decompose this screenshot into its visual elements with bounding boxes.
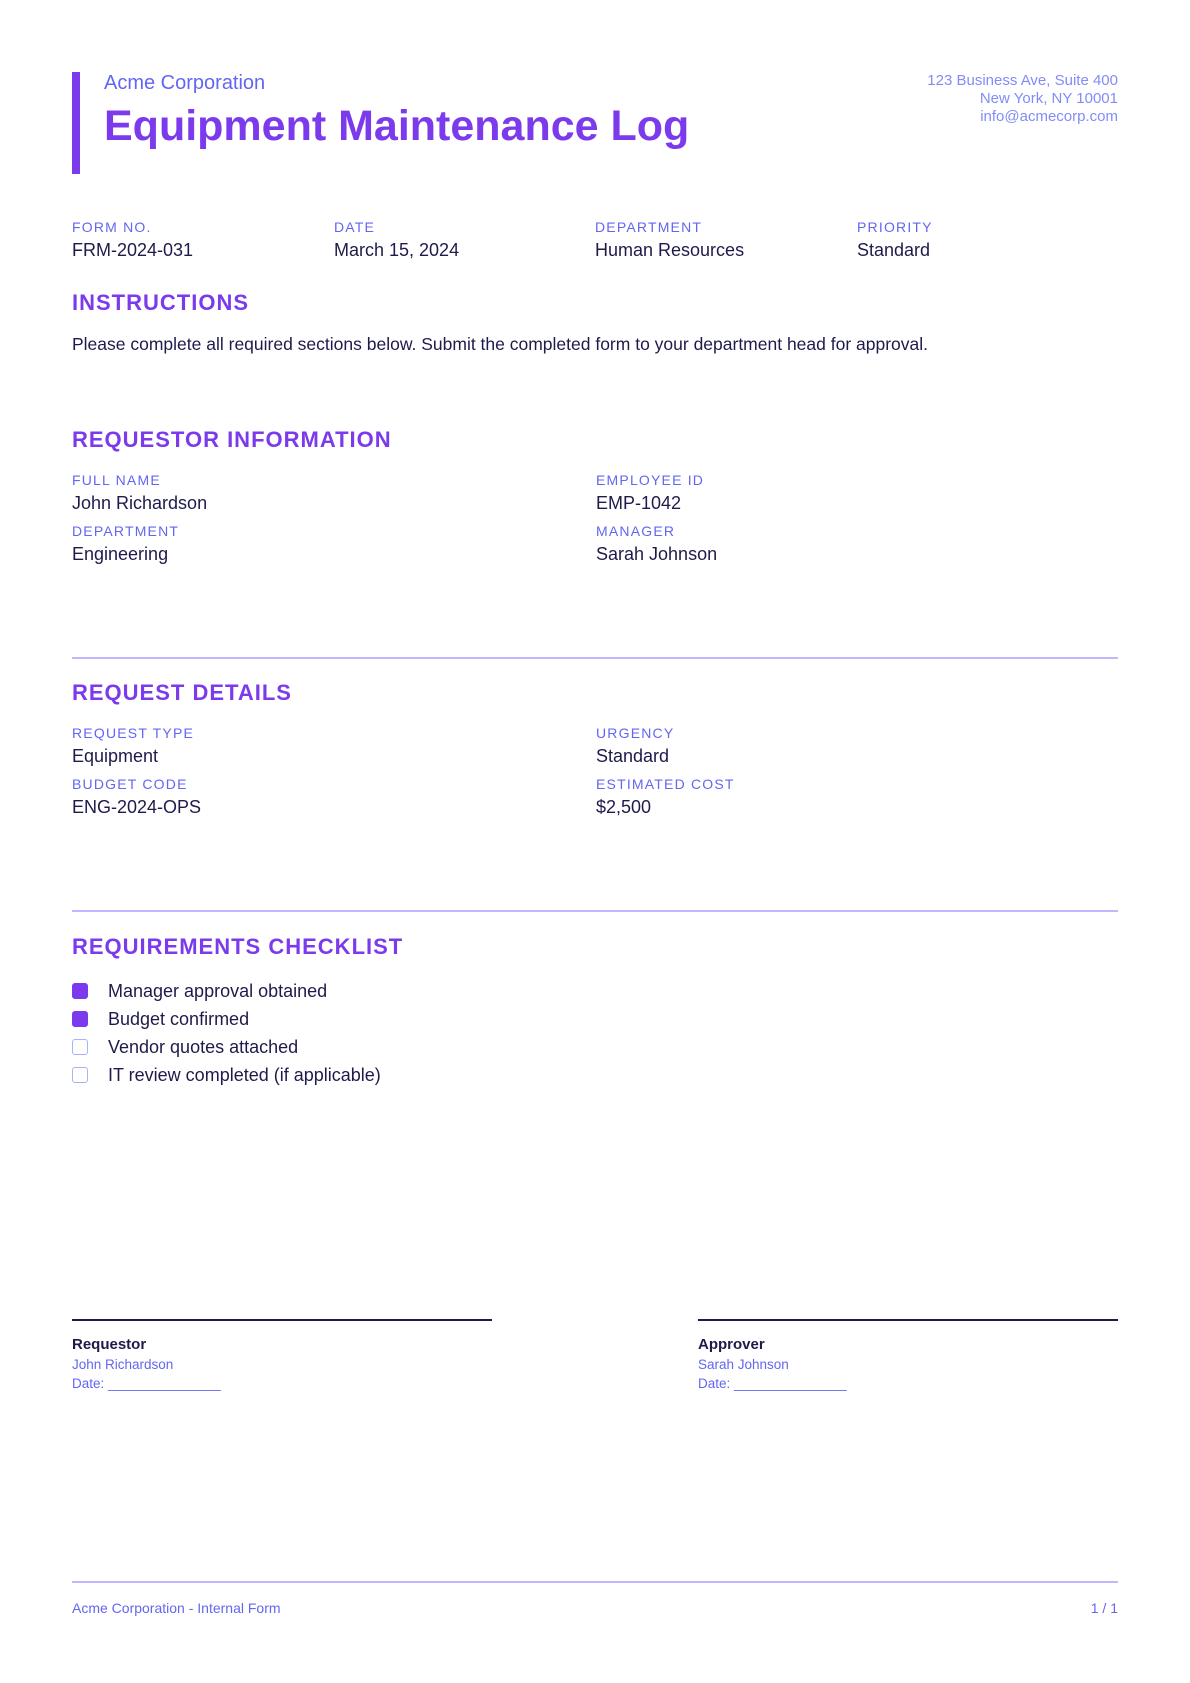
meta-priority: [857, 219, 933, 261]
company-address: [927, 72, 1118, 126]
section-title-requestor: REQUESTOR INFORMATION: [72, 427, 392, 452]
instructions-text: Please complete all required sections below. Submit the completed form to your department head for approval.: [72, 334, 929, 354]
checkbox[interactable]: [72, 1011, 88, 1027]
field-request-type: [72, 725, 194, 767]
field-value[interactable]: Standard: [596, 746, 670, 766]
meta-value: FRM-2024-031: [72, 240, 194, 260]
signature-role: Approver: [698, 1336, 765, 1353]
field-value[interactable]: Engineering: [72, 544, 169, 564]
field-label: URGENCY: [596, 725, 675, 741]
field-label: DEPARTMENT: [72, 523, 180, 539]
checklist-item-label: IT review completed (if applicable): [108, 1064, 381, 1085]
signature-block-requestor: [72, 1319, 492, 1391]
field-budget-code: [72, 776, 201, 818]
meta-department: [595, 219, 744, 261]
checklist-item[interactable]: [72, 1005, 381, 1033]
field-value[interactable]: John Richardson: [72, 493, 208, 513]
meta-label: FORM NO.: [72, 219, 152, 235]
signature-name: John Richardson: [72, 1357, 174, 1372]
field-urgency: [596, 725, 674, 767]
meta-form-no: [72, 219, 193, 261]
field-value[interactable]: Sarah Johnson: [596, 544, 718, 564]
field-manager: [596, 523, 717, 565]
section-title-instructions: INSTRUCTIONS: [72, 290, 249, 315]
field-employee-id: [596, 472, 704, 514]
meta-label: PRIORITY: [857, 219, 933, 235]
checklist-item-label: Manager approval obtained: [108, 980, 328, 1001]
field-label: ESTIMATED COST: [596, 776, 735, 792]
checklist-item[interactable]: [72, 1061, 381, 1089]
checkbox[interactable]: [72, 983, 88, 999]
address-line-street: 123 Business Ave, Suite 400: [927, 72, 1118, 89]
field-label: FULL NAME: [72, 472, 161, 488]
field-value[interactable]: $2,500: [596, 797, 652, 817]
checklist-item-label: Budget confirmed: [108, 1008, 250, 1029]
field-value[interactable]: ENG-2024-OPS: [72, 797, 202, 817]
meta-date: [334, 219, 459, 261]
signature-line[interactable]: [72, 1319, 492, 1321]
meta-value: March 15, 2024: [334, 240, 460, 260]
signature-name: Sarah Johnson: [698, 1357, 789, 1372]
section-title-checklist: REQUIREMENTS CHECKLIST: [72, 934, 404, 959]
field-full-name: [72, 472, 207, 514]
meta-label: DATE: [334, 219, 376, 235]
meta-value: Standard: [857, 240, 931, 260]
signature-date[interactable]: Date: _______________: [72, 1376, 221, 1391]
document-title: Equipment Maintenance Log: [104, 102, 690, 150]
field-department: [72, 523, 179, 565]
requirements-checklist: [72, 977, 381, 1089]
field-label: REQUEST TYPE: [72, 725, 195, 741]
signature-date[interactable]: Date: _______________: [698, 1376, 847, 1391]
field-value[interactable]: EMP-1042: [596, 493, 682, 513]
checkbox[interactable]: [72, 1067, 88, 1083]
address-email[interactable]: info@acmecorp.com: [980, 108, 1118, 125]
field-label: BUDGET CODE: [72, 776, 188, 792]
checklist-item[interactable]: [72, 1033, 381, 1061]
footer-company: Acme Corporation - Internal Form: [72, 1600, 281, 1616]
checklist-item[interactable]: [72, 977, 381, 1005]
section-divider: [72, 910, 1118, 912]
field-label: MANAGER: [596, 523, 676, 539]
meta-label: DEPARTMENT: [595, 219, 703, 235]
signature-block-approver: [698, 1319, 1118, 1391]
field-estimated-cost: [596, 776, 735, 818]
meta-value: Human Resources: [595, 240, 745, 260]
section-divider: [72, 657, 1118, 659]
checkbox[interactable]: [72, 1039, 88, 1055]
company-name: Acme Corporation: [104, 72, 266, 94]
footer-divider: [72, 1581, 1118, 1583]
field-label: EMPLOYEE ID: [596, 472, 705, 488]
header-accent-bar: [72, 72, 80, 174]
page-number: 1 / 1: [1090, 1600, 1118, 1616]
section-title-details: REQUEST DETAILS: [72, 680, 292, 705]
checklist-item-label: Vendor quotes attached: [108, 1036, 299, 1057]
address-line-city: New York, NY 10001: [979, 90, 1118, 107]
field-value[interactable]: Equipment: [72, 746, 159, 766]
signature-line[interactable]: [698, 1319, 1118, 1321]
signature-role: Requestor: [72, 1336, 147, 1353]
